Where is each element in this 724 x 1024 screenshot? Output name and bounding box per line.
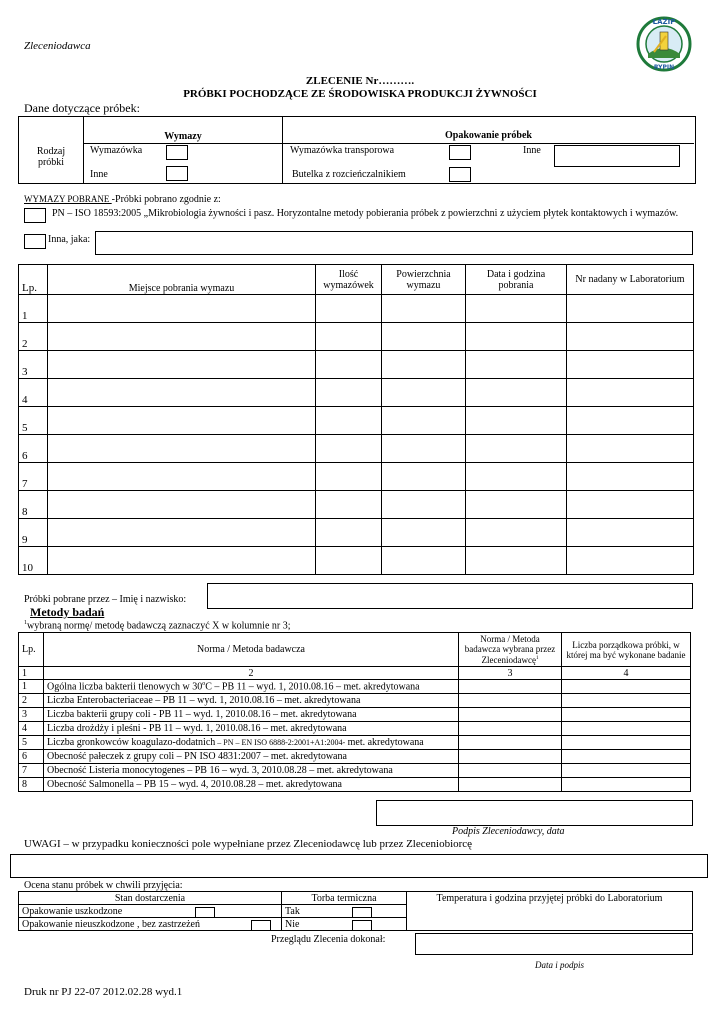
swab-checkbox[interactable] — [166, 145, 188, 160]
location-cell[interactable] — [48, 295, 316, 323]
swab-method-label-rest: -Próbki pobrano zgodnie z: — [111, 194, 221, 205]
bag-no-label: Nie — [285, 918, 300, 930]
row-number: 10 — [19, 547, 48, 575]
methods-col-chosen — [459, 633, 562, 667]
methods-col-count: Liczba porządkowa próbki, w której ma być wykonane badanie — [562, 633, 691, 667]
table-row — [19, 379, 694, 407]
date-time-cell[interactable] — [466, 519, 567, 547]
method-chosen-cell[interactable] — [459, 764, 562, 778]
swab-method-label-underlined: WYMAZY POBRANE — [24, 194, 112, 204]
date-time-cell[interactable] — [466, 491, 567, 519]
surface-cell[interactable] — [382, 379, 466, 407]
form-footer: Druk nr PJ 22-07 2012.02.28 wyd.1 — [24, 986, 183, 998]
method-text: Liczba drożdży i pleśni - PB 11 – wyd. 1, 2010.08.16 – met. akredytowana — [44, 722, 459, 736]
swabs-header: Wymazy — [164, 131, 202, 142]
table-row — [19, 407, 694, 435]
laboratory-logo — [636, 14, 692, 74]
other-item-checkbox[interactable] — [166, 166, 188, 181]
method-text: Liczba Enterobacteriaceae – PB 11 – wyd. 1, 2010.08.16 – met. akredytowana — [44, 694, 459, 708]
surface-cell[interactable] — [382, 351, 466, 379]
method-chosen-cell[interactable] — [459, 694, 562, 708]
condition-header-row — [19, 892, 693, 905]
date-time-cell[interactable] — [466, 547, 567, 575]
lab-number-cell[interactable] — [567, 547, 694, 575]
method-row — [19, 736, 691, 750]
swab-item-label: Wymazówka — [90, 145, 143, 156]
other-method-field[interactable] — [95, 231, 693, 255]
methods-col-norm: Norma / Metoda badawcza — [44, 633, 459, 667]
methods-col-lp: Lp. — [19, 633, 44, 667]
methods-number-row — [19, 667, 691, 680]
swab-count-cell[interactable] — [316, 379, 382, 407]
method-sample-cell[interactable] — [562, 778, 691, 792]
method-sample-cell[interactable] — [562, 722, 691, 736]
lab-number-cell[interactable] — [567, 295, 694, 323]
table-row — [19, 351, 694, 379]
method-sample-cell[interactable] — [562, 750, 691, 764]
lab-number-cell[interactable] — [567, 323, 694, 351]
other-method-label: Inna, jaka: — [48, 234, 91, 245]
method-lp: 5 — [19, 736, 44, 750]
method-chosen-cell[interactable] — [459, 708, 562, 722]
surface-cell[interactable] — [382, 463, 466, 491]
samples-section-label: Dane dotyczące próbek: — [24, 101, 140, 115]
method-lp: 2 — [19, 694, 44, 708]
swab-count-cell[interactable] — [316, 295, 382, 323]
table-row — [19, 463, 694, 491]
row-number: 8 — [19, 491, 48, 519]
methods-col-chosen-sup: 1 — [535, 656, 539, 661]
state-header: Stan dostarczenia — [19, 892, 282, 905]
diluent-bottle-checkbox[interactable] — [449, 167, 471, 182]
method-sample-cell[interactable] — [562, 680, 691, 694]
date-sign-label: Data i podpis — [535, 960, 585, 970]
lab-number-cell[interactable] — [567, 379, 694, 407]
swab-count-cell[interactable] — [316, 547, 382, 575]
damaged-cell — [19, 905, 282, 918]
method-text — [44, 736, 459, 750]
collected-by-label: Próbki pobrane przez – Imię i nazwisko: — [24, 594, 187, 605]
location-cell[interactable] — [48, 351, 316, 379]
bag-no-cell — [282, 918, 407, 931]
lab-number-cell[interactable] — [567, 491, 694, 519]
client-label: Zleceniodawca — [24, 40, 91, 52]
logo-text-bottom: RYPIN — [653, 64, 675, 71]
packaging-header: Opakowanie próbek — [445, 130, 532, 141]
methods-header-row — [19, 633, 691, 667]
collected-by-field[interactable] — [207, 583, 693, 609]
order-title: ZLECENIE Nr………. — [305, 75, 415, 87]
method-text-sup: o — [202, 680, 206, 687]
date-time-cell[interactable] — [466, 463, 567, 491]
method-row — [19, 764, 691, 778]
date-time-cell[interactable] — [466, 295, 567, 323]
client-signature-label: Podpis Zleceniodawcy, data — [452, 826, 565, 837]
table-row — [19, 547, 694, 575]
method-text-rest: met. akredytowana — [345, 737, 424, 748]
surface-cell[interactable] — [382, 323, 466, 351]
logo-text-top: ŁAŻIP — [652, 18, 676, 26]
method-chosen-cell[interactable] — [459, 778, 562, 792]
row-number: 1 — [19, 295, 48, 323]
pn-iso-checkbox[interactable] — [24, 208, 46, 223]
surface-cell[interactable] — [382, 519, 466, 547]
methods-note-sup: 1 — [24, 620, 27, 626]
bag-no-checkbox[interactable] — [352, 920, 372, 931]
methods-title: Metody badań — [30, 605, 105, 619]
packaging-other-field[interactable] — [554, 145, 680, 167]
method-chosen-cell[interactable] — [459, 736, 562, 750]
location-cell[interactable] — [48, 323, 316, 351]
methods-colnum-4: 4 — [562, 667, 691, 680]
other-item-label: Inne — [90, 169, 108, 180]
condition-row — [19, 905, 693, 918]
col-surface: Powierzchnia wymazu — [382, 265, 466, 295]
surface-cell[interactable] — [382, 547, 466, 575]
date-time-cell[interactable] — [466, 323, 567, 351]
row-number: 3 — [19, 351, 48, 379]
col-lp: Lp. — [19, 265, 48, 295]
method-text-main: Ogólna liczba bakterii tlenowych w 30 — [47, 681, 203, 693]
transport-swab-checkbox[interactable] — [449, 145, 471, 160]
swab-count-cell[interactable] — [316, 491, 382, 519]
bag-yes-cell — [282, 905, 407, 918]
condition-table — [18, 891, 693, 931]
method-sample-cell[interactable] — [562, 708, 691, 722]
lab-number-cell[interactable] — [567, 407, 694, 435]
packaging-other-label: Inne — [523, 145, 541, 156]
table-row — [19, 519, 694, 547]
methods-colnum-1: 1 — [19, 667, 44, 680]
methods-note — [24, 620, 291, 631]
row-number: 9 — [19, 519, 48, 547]
undamaged-label: Opakowanie nieuszkodzone , bez zastrzeżeń — [22, 918, 200, 930]
swab-count-cell[interactable] — [316, 351, 382, 379]
method-sample-cell[interactable] — [562, 736, 691, 750]
table-row — [19, 295, 694, 323]
condition-row — [19, 918, 693, 931]
methods-col-chosen-text: Norma / Metoda badawcza wybrana przez Zleceniodawcę — [464, 634, 556, 665]
location-cell[interactable] — [48, 463, 316, 491]
method-sample-cell[interactable] — [562, 694, 691, 708]
lab-number-cell[interactable] — [567, 435, 694, 463]
location-cell[interactable] — [48, 491, 316, 519]
location-cell[interactable] — [48, 435, 316, 463]
method-text-main: Liczba gronkowców koagulazo-dodatnich — [47, 737, 216, 748]
review-label: Przeglądu Zlecenia dokonał: — [271, 934, 386, 945]
location-cell[interactable] — [48, 407, 316, 435]
bag-yes-label: Tak — [285, 905, 300, 917]
swab-count-cell[interactable] — [316, 323, 382, 351]
pn-iso-option: PN – ISO 18593:2005 „Mikrobiologia żywności i pasz. Horyzontalne metody pobierania próbek z powierzchni z użyciem płytek kontaktowych i wymazów. — [52, 208, 679, 219]
col-location: Miejsce pobrania wymazu — [48, 265, 316, 295]
bag-header: Torba termiczna — [282, 892, 407, 905]
method-chosen-cell[interactable] — [459, 680, 562, 694]
method-text-rest: C – PB 11 – wyd. 1, 2010.08.16 – met. akredytowana — [205, 681, 420, 693]
table-row — [19, 491, 694, 519]
sample-kind-label: Rodzaj próbki — [36, 146, 66, 168]
temp-cell-bottom[interactable] — [407, 918, 693, 931]
method-text: Obecność Salmonella – PB 15 – wyd. 4, 2010.08.28 – met. akredytowana — [44, 778, 459, 792]
swab-count-cell[interactable] — [316, 435, 382, 463]
locations-header-row — [19, 265, 694, 295]
locations-table — [18, 264, 694, 575]
surface-cell[interactable] — [382, 407, 466, 435]
bag-yes-checkbox[interactable] — [352, 907, 372, 918]
condition-label: Ocena stanu próbek w chwili przyjęcia: — [24, 880, 183, 891]
method-row — [19, 778, 691, 792]
location-cell[interactable] — [48, 547, 316, 575]
method-lp: 7 — [19, 764, 44, 778]
remarks-label: UWAGI – w przypadku konieczności pole wypełniane przez Zleceniodawcę lub przez Zleceniobiorcę — [24, 838, 473, 850]
surface-cell[interactable] — [382, 295, 466, 323]
location-cell[interactable] — [48, 379, 316, 407]
method-row — [19, 680, 691, 694]
col-date-time: Data i godzina pobrania — [466, 265, 567, 295]
location-cell[interactable] — [48, 519, 316, 547]
client-signature-field[interactable] — [376, 800, 693, 826]
row-number: 6 — [19, 435, 48, 463]
row-number: 7 — [19, 463, 48, 491]
swab-count-cell[interactable] — [316, 463, 382, 491]
method-text: Obecność Listeria monocytogenes – PB 16 – wyd. 3, 2010.08.28 – met. akredytowana — [44, 764, 459, 778]
row-number: 4 — [19, 379, 48, 407]
surface-cell[interactable] — [382, 491, 466, 519]
method-lp: 3 — [19, 708, 44, 722]
method-row — [19, 750, 691, 764]
lab-number-cell[interactable] — [567, 351, 694, 379]
method-lp: 8 — [19, 778, 44, 792]
row-number: 5 — [19, 407, 48, 435]
diluent-bottle-label: Butelka z rozcieńczalnikiem — [292, 169, 406, 180]
method-chosen-cell[interactable] — [459, 750, 562, 764]
method-text-small: – PN – EN ISO 6888-2:2001+A1:2004- — [215, 738, 346, 747]
method-chosen-cell[interactable] — [459, 722, 562, 736]
date-time-cell[interactable] — [466, 435, 567, 463]
method-text: Liczba bakterii grupy coli - PB 11 – wyd. 1, 2010.08.16 – met. akredytowana — [44, 708, 459, 722]
table-row — [19, 435, 694, 463]
lab-number-cell[interactable] — [567, 519, 694, 547]
surface-cell[interactable] — [382, 435, 466, 463]
temp-cell[interactable] — [407, 905, 693, 918]
methods-table — [18, 632, 691, 792]
swab-method-label — [24, 194, 221, 205]
undamaged-cell — [19, 918, 282, 931]
remarks-field[interactable] — [10, 854, 708, 878]
methods-colnum-2: 2 — [44, 667, 459, 680]
swab-count-cell[interactable] — [316, 519, 382, 547]
date-time-cell[interactable] — [466, 379, 567, 407]
methods-colnum-3: 3 — [459, 667, 562, 680]
method-text — [44, 680, 459, 694]
col-lab-number: Nr nadany w Laboratorium — [567, 265, 694, 295]
method-lp: 4 — [19, 722, 44, 736]
undamaged-checkbox[interactable] — [251, 920, 271, 931]
order-subtitle: PRÓBKI POCHODZĄCE ZE ŚRODOWISKA PRODUKCJI ŻYWNOŚCI — [183, 88, 537, 100]
method-text: Obecność pałeczek z grupy coli – PN ISO 4831:2007 – met. akredytowana — [44, 750, 459, 764]
method-lp: 6 — [19, 750, 44, 764]
method-row — [19, 708, 691, 722]
method-row — [19, 694, 691, 708]
temp-header: Temperatura i godzina przyjętej próbki do Laboratorium — [407, 892, 693, 905]
method-row — [19, 722, 691, 736]
methods-note-text: wybraną normę/ metodę badawczą zaznaczyć X w kolumnie nr 3; — [27, 620, 291, 632]
table-row — [19, 323, 694, 351]
method-lp: 1 — [19, 680, 44, 694]
method-sample-cell[interactable] — [562, 764, 691, 778]
swab-count-cell[interactable] — [316, 407, 382, 435]
damaged-checkbox[interactable] — [195, 907, 215, 918]
lab-number-cell[interactable] — [567, 463, 694, 491]
transport-swab-label: Wymazówka transporowa — [290, 145, 395, 156]
other-method-checkbox[interactable] — [24, 234, 46, 249]
date-time-cell[interactable] — [466, 407, 567, 435]
damaged-label: Opakowanie uszkodzone — [22, 905, 123, 917]
date-time-cell[interactable] — [466, 351, 567, 379]
col-swab-count: Ilość wymazówek — [316, 265, 382, 295]
row-number: 2 — [19, 323, 48, 351]
review-field[interactable] — [415, 933, 693, 955]
